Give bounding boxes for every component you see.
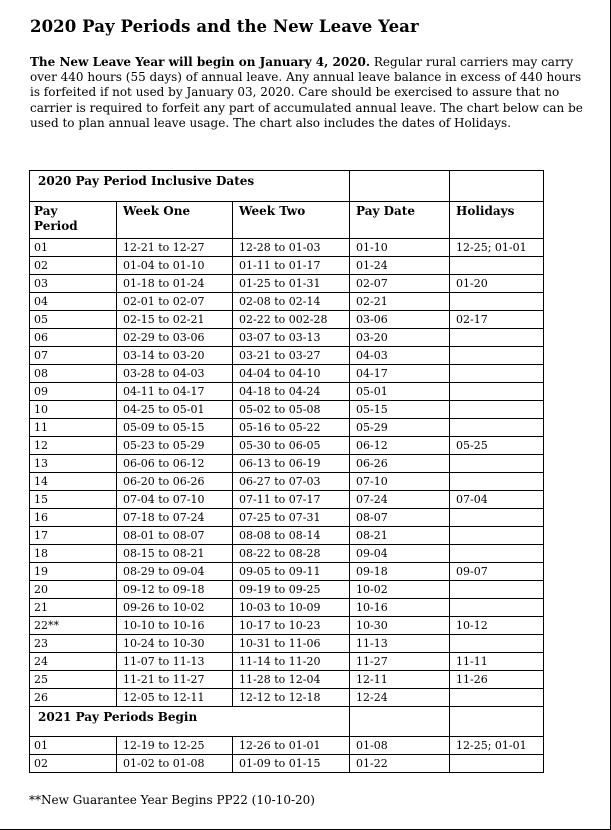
col-header-pay-date: Pay Date [350,202,450,239]
column-header-row [30,202,544,239]
cell-holidays: 12-25; 01-01 [450,737,544,755]
cell-pay-date: 05-01 [350,383,450,401]
cell-pay-period: 08 [30,365,117,383]
cell-week-two: 01-11 to 01-17 [233,257,350,275]
cell-pay-period: 07 [30,347,117,365]
cell-pay-period: 10 [30,401,117,419]
cell-week-two: 07-11 to 07-17 [233,491,350,509]
cell-week-two: 12-28 to 01-03 [233,239,350,257]
cell-pay-date: 02-07 [350,275,450,293]
cell-holidays [450,347,544,365]
intro-lead: The New Leave Year will begin on January 4, 2020. [30,55,371,69]
cell-pay-period: 02 [30,755,117,773]
cell-holidays [450,689,544,707]
table-row [30,329,544,347]
cell-pay-date: 02-21 [350,293,450,311]
cell-week-one: 02-15 to 02-21 [117,311,233,329]
cell-holidays [450,473,544,491]
cell-pay-period: 02 [30,257,117,275]
cell-holidays: 11-26 [450,671,544,689]
cell-pay-date: 07-10 [350,473,450,491]
cell-week-one: 01-02 to 01-08 [117,755,233,773]
table-row [30,257,544,275]
cell-pay-date: 10-02 [350,581,450,599]
cell-week-one: 11-21 to 11-27 [117,671,233,689]
cell-pay-period: 22** [30,617,117,635]
cell-pay-date: 09-04 [350,545,450,563]
cell-week-two: 06-27 to 07-03 [233,473,350,491]
cell-pay-date: 01-24 [350,257,450,275]
cell-holidays: 09-07 [450,563,544,581]
cell-week-two: 11-14 to 11-20 [233,653,350,671]
cell-pay-date: 11-27 [350,653,450,671]
col-header-week-one: Week One [117,202,233,239]
cell-holidays: 07-04 [450,491,544,509]
table-row [30,653,544,671]
section-title-2020: 2020 Pay Period Inclusive Dates [30,171,350,202]
table-row [30,365,544,383]
cell-week-one: 07-04 to 07-10 [117,491,233,509]
col-header-pay-period: Pay Period [30,202,117,239]
cell-holidays: 01-20 [450,275,544,293]
cell-holidays [450,527,544,545]
cell-week-two: 05-16 to 05-22 [233,419,350,437]
cell-week-one: 05-09 to 05-15 [117,419,233,437]
cell-week-two: 12-12 to 12-18 [233,689,350,707]
cell-week-two: 10-03 to 10-09 [233,599,350,617]
cell-pay-date: 07-24 [350,491,450,509]
cell-pay-period: 20 [30,581,117,599]
cell-week-two: 01-09 to 01-15 [233,755,350,773]
cell-week-two: 02-22 to 002-28 [233,311,350,329]
cell-holidays: 10-12 [450,617,544,635]
cell-holidays [450,581,544,599]
table-row [30,671,544,689]
footnote: **New Guarantee Year Begins PP22 (10-10-20) [29,793,315,807]
cell-week-one: 09-26 to 10-02 [117,599,233,617]
cell-week-two: 09-19 to 09-25 [233,581,350,599]
cell-pay-period: 21 [30,599,117,617]
table-row [30,347,544,365]
table-row [30,509,544,527]
cell-pay-period: 13 [30,455,117,473]
cell-pay-date: 03-20 [350,329,450,347]
cell-week-one: 03-28 to 04-03 [117,365,233,383]
table-row [30,275,544,293]
cell-week-two: 06-13 to 06-19 [233,455,350,473]
cell-week-two: 02-08 to 02-14 [233,293,350,311]
table-row [30,383,544,401]
section-title-2021: 2021 Pay Periods Begin [30,707,350,737]
cell-pay-period: 05 [30,311,117,329]
cell-week-one: 03-14 to 03-20 [117,347,233,365]
cell-week-two: 03-21 to 03-27 [233,347,350,365]
table-row [30,563,544,581]
cell-pay-period: 17 [30,527,117,545]
intro-paragraph [30,55,590,131]
cell-week-two: 12-26 to 01-01 [233,737,350,755]
cell-pay-period: 16 [30,509,117,527]
cell-week-one: 12-19 to 12-25 [117,737,233,755]
cell-holidays [450,293,544,311]
table-row [30,527,544,545]
table-row [30,419,544,437]
table-row [30,455,544,473]
cell-pay-period: 25 [30,671,117,689]
cell-pay-period: 15 [30,491,117,509]
table-row [30,401,544,419]
intro-body: Regular rural carriers may carry over 440 hours (55 days) of annual leave. Any annual leave balance in excess of 440 hours is forfeited if not used by January 03, 2020. Care should be exercised to assure that no carrier is required to forfeit any part of accumulated annual leave. The chart below can be used to plan annual leave usage. The chart also includes the dates of Holidays. [30,55,583,130]
table-row [30,239,544,257]
cell-week-two: 10-17 to 10-23 [233,617,350,635]
cell-week-one: 02-29 to 03-06 [117,329,233,347]
table-row [30,617,544,635]
cell-week-one: 12-21 to 12-27 [117,239,233,257]
table-row [30,599,544,617]
cell-pay-date: 01-22 [350,755,450,773]
cell-week-two: 03-07 to 03-13 [233,329,350,347]
cell-week-one: 12-05 to 12-11 [117,689,233,707]
cell-week-one: 09-12 to 09-18 [117,581,233,599]
cell-week-two: 08-08 to 08-14 [233,527,350,545]
cell-pay-period: 23 [30,635,117,653]
page-title: 2020 Pay Periods and the New Leave Year [30,17,419,36]
cell-pay-date: 09-18 [350,563,450,581]
cell-week-one: 08-29 to 09-04 [117,563,233,581]
cell-week-one: 10-10 to 10-16 [117,617,233,635]
cell-holidays [450,419,544,437]
table-row [30,437,544,455]
cell-holidays: 02-17 [450,311,544,329]
table-row [30,545,544,563]
cell-pay-date: 11-13 [350,635,450,653]
cell-pay-period: 06 [30,329,117,347]
col-header-week-two: Week Two [233,202,350,239]
table-row [30,311,544,329]
cell-holidays [450,755,544,773]
cell-pay-period: 11 [30,419,117,437]
cell-pay-period: 14 [30,473,117,491]
cell-week-two: 07-25 to 07-31 [233,509,350,527]
cell-week-two: 09-05 to 09-11 [233,563,350,581]
cell-week-two: 05-30 to 06-05 [233,437,350,455]
cell-pay-date: 05-29 [350,419,450,437]
cell-pay-date: 01-10 [350,239,450,257]
cell-pay-date: 04-17 [350,365,450,383]
cell-pay-date: 03-06 [350,311,450,329]
table-row [30,755,544,773]
cell-holidays [450,545,544,563]
cell-pay-period: 18 [30,545,117,563]
cell-week-one: 05-23 to 05-29 [117,437,233,455]
cell-week-one: 08-15 to 08-21 [117,545,233,563]
section-header-2020 [30,171,544,202]
cell-pay-date: 12-11 [350,671,450,689]
cell-week-one: 04-25 to 05-01 [117,401,233,419]
cell-pay-period: 01 [30,737,117,755]
cell-pay-date: 08-07 [350,509,450,527]
cell-week-one: 07-18 to 07-24 [117,509,233,527]
cell-week-two: 10-31 to 11-06 [233,635,350,653]
table-row [30,689,544,707]
cell-week-one: 01-04 to 01-10 [117,257,233,275]
cell-week-one: 01-18 to 01-24 [117,275,233,293]
cell-holidays [450,599,544,617]
cell-pay-date: 10-16 [350,599,450,617]
cell-week-one: 11-07 to 11-13 [117,653,233,671]
table-row [30,473,544,491]
cell-pay-date: 01-08 [350,737,450,755]
cell-holidays [450,635,544,653]
cell-pay-period: 03 [30,275,117,293]
cell-holidays [450,365,544,383]
table-row [30,635,544,653]
cell-week-two: 01-25 to 01-31 [233,275,350,293]
cell-week-one: 10-24 to 10-30 [117,635,233,653]
cell-week-one: 08-01 to 08-07 [117,527,233,545]
cell-pay-date: 10-30 [350,617,450,635]
cell-pay-date: 04-03 [350,347,450,365]
cell-holidays [450,401,544,419]
cell-holidays: 05-25 [450,437,544,455]
cell-pay-date: 06-12 [350,437,450,455]
cell-holidays [450,329,544,347]
cell-pay-date: 12-24 [350,689,450,707]
cell-week-one: 04-11 to 04-17 [117,383,233,401]
cell-holidays [450,257,544,275]
pay-period-table [29,170,544,773]
cell-holidays [450,455,544,473]
cell-holidays: 12-25; 01-01 [450,239,544,257]
table-row [30,737,544,755]
cell-week-two: 04-04 to 04-10 [233,365,350,383]
cell-holidays: 11-11 [450,653,544,671]
cell-pay-date: 06-26 [350,455,450,473]
cell-week-one: 02-01 to 02-07 [117,293,233,311]
cell-holidays [450,509,544,527]
col-header-holidays: Holidays [450,202,544,239]
cell-pay-period: 09 [30,383,117,401]
cell-holidays [450,383,544,401]
cell-pay-date: 05-15 [350,401,450,419]
cell-week-one: 06-06 to 06-12 [117,455,233,473]
cell-week-two: 04-18 to 04-24 [233,383,350,401]
table-row [30,491,544,509]
cell-pay-date: 08-21 [350,527,450,545]
cell-week-two: 05-02 to 05-08 [233,401,350,419]
cell-pay-period: 04 [30,293,117,311]
cell-pay-period: 12 [30,437,117,455]
section-header-2021 [30,707,544,737]
cell-pay-period: 01 [30,239,117,257]
cell-week-one: 06-20 to 06-26 [117,473,233,491]
cell-week-two: 11-28 to 12-04 [233,671,350,689]
cell-week-two: 08-22 to 08-28 [233,545,350,563]
table-row [30,581,544,599]
cell-pay-period: 19 [30,563,117,581]
cell-pay-period: 24 [30,653,117,671]
cell-pay-period: 26 [30,689,117,707]
table-row [30,293,544,311]
